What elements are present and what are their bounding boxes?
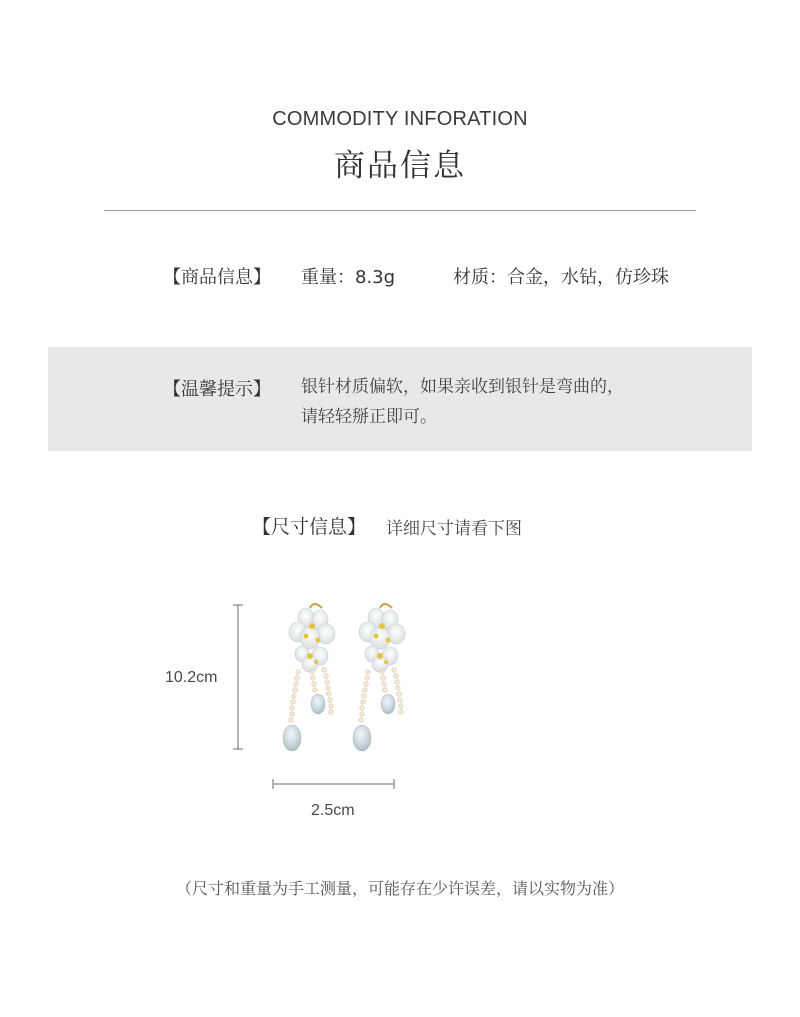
info-label: 【商品信息】 <box>163 267 271 288</box>
earring-left <box>283 604 335 751</box>
measurement-disclaimer: （尺寸和重量为手工测量，可能存在少许误差，请以实物为准） <box>175 879 624 898</box>
material-text: 材质：合金，水钻，仿珍珠 <box>453 267 669 288</box>
width-dimension-line <box>270 776 398 792</box>
width-dimension-label: 2.5cm <box>311 802 355 819</box>
page-title-english: COMMODITY INFORATION <box>272 108 528 130</box>
size-label: 【尺寸信息】 <box>252 516 367 538</box>
divider <box>104 210 696 211</box>
earring-right <box>353 604 405 751</box>
notice-line-2: 请轻轻掰正即可。 <box>301 407 437 427</box>
product-image-earrings <box>276 598 426 758</box>
height-dimension-label: 10.2cm <box>165 669 218 686</box>
size-text: 详细尺寸请看下图 <box>386 519 522 539</box>
height-dimension-line <box>232 600 246 754</box>
notice-line-1: 银针材质偏软，如果亲收到银针是弯曲的， <box>301 377 624 397</box>
weight-text: 重量：8.3g <box>301 267 396 288</box>
notice-label: 【温馨提示】 <box>163 379 271 400</box>
page-title: 商品信息 <box>334 148 466 184</box>
